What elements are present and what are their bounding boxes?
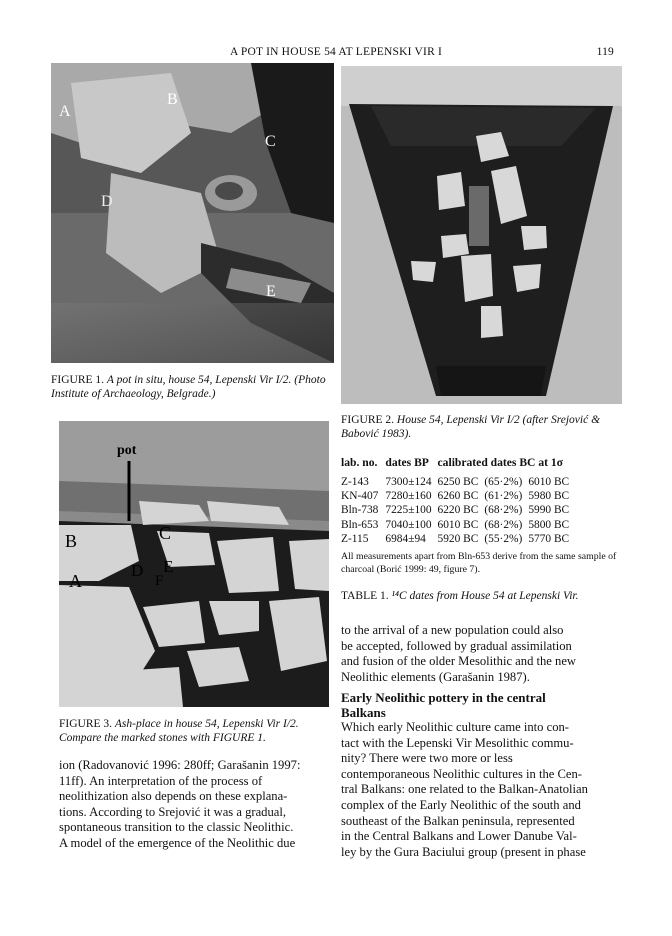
cell-cal-from: 6260 BC	[437, 490, 479, 503]
text-line: spontaneous transition to the classic Neolithic.	[59, 820, 294, 835]
table-1-caption	[341, 589, 621, 603]
text-line: nity? There were two more or less	[341, 751, 513, 766]
right-column-text-top	[341, 623, 625, 685]
figure-1-caption-text: A pot in situ, house 54, Lepenski Vir I/2. (Photo Institute of Archaeology, Belgrade.)	[51, 374, 326, 400]
text-line: and fusion of the older Mesolithic and the new	[341, 654, 577, 669]
cell-date-bp: 7300±124	[385, 476, 432, 488]
figure-3-caption-text: Ash-place in house 54, Lepenski Vir I/2. Compare the marked stones with FIGURE 1.	[59, 718, 299, 744]
text-line: Neolithic elements (Garašanin 1987).	[341, 669, 530, 684]
figure-3-label: FIGURE 3.	[59, 718, 113, 730]
table-row	[341, 489, 575, 503]
text-line: 11ff). An interpretation of the process of	[59, 773, 263, 788]
figure-3-marker-b: B	[65, 531, 78, 551]
text-line: contemporaneous Neolithic cultures in the Cen-	[341, 766, 582, 781]
cell-cal-to: 5800 BC	[528, 518, 570, 531]
cell-cal-from: 6250 BC	[437, 476, 479, 488]
table-header-calibrated: calibrated dates BC at 1σ	[437, 456, 563, 469]
figure-3-marker-e: E	[163, 557, 174, 576]
figure-3-marker-pot: pot	[117, 443, 137, 458]
figure-3-image	[59, 421, 329, 707]
figure-2-photo	[341, 66, 622, 404]
cell-date-bp: 7225±100	[385, 504, 432, 517]
table-header-row	[341, 456, 575, 469]
figure-3-marker-a: A	[69, 571, 82, 591]
cell-cal-to: 6010 BC	[528, 476, 570, 488]
table-1-note: All measurements apart from Bln-653 derive from the same sample of charcoal (Borić 1999: 49, figure 7).	[341, 551, 617, 575]
figure-1-image	[51, 63, 334, 363]
cell-cal-from: 5920 BC	[437, 532, 479, 545]
figure-2-caption	[341, 413, 601, 441]
figure-2-label: FIGURE 2.	[341, 414, 395, 426]
table-1-label: TABLE 1.	[341, 590, 389, 602]
text-line: complex of the Early Neolithic of the south and	[341, 797, 581, 812]
figure-1-marker-b: B	[167, 91, 178, 108]
cell-lab-no: Z-143	[341, 476, 369, 488]
text-line: Which early Neolithic culture came into con-	[341, 720, 569, 734]
cell-date-bp: 7280±160	[385, 490, 432, 503]
cell-lab-no: Z-115	[341, 532, 369, 545]
cell-lab-no: KN-407	[341, 490, 379, 503]
cell-date-bp: 7040±100	[385, 518, 432, 531]
figure-1-caption	[51, 373, 341, 401]
section-heading: Early Neolithic pottery in the central Balkans	[341, 690, 546, 720]
cell-probability: (61·2%)	[484, 490, 523, 503]
text-line: in the Central Balkans and Lower Danube Val-	[341, 829, 577, 844]
text-line: neolithization also depends on these explana-	[59, 789, 288, 804]
figure-1-marker-c: C	[265, 133, 276, 150]
left-column-text	[59, 758, 331, 852]
running-title: A POT IN HOUSE 54 AT LEPENSKI VIR I	[229, 46, 443, 58]
table-row	[341, 475, 575, 489]
figure-2-image	[341, 66, 622, 404]
text-line: to the arrival of a new population could also	[341, 623, 564, 637]
text-line: ley by the Gura Baciului group (present in phase	[341, 844, 586, 859]
figure-2-caption-text: House 54, Lepenski Vir I/2 (after Srejović & Babović 1983).	[341, 414, 601, 440]
table-1	[341, 456, 626, 576]
cell-cal-from: 6010 BC	[437, 518, 479, 531]
page-number: 119	[596, 46, 614, 58]
cell-probability: (65·2%)	[484, 476, 523, 488]
figure-1-photo	[51, 63, 334, 363]
text-line: ion (Radovanović 1996: 280ff; Garašanin 1997:	[59, 758, 301, 772]
figure-1-marker-d: D	[101, 193, 113, 210]
cell-cal-to: 5990 BC	[528, 504, 570, 517]
figure-3-caption	[59, 717, 331, 745]
table-row	[341, 503, 575, 517]
text-line: tral Balkans: one related to the Balkan-Anatolian	[341, 782, 588, 797]
cell-cal-from: 6220 BC	[437, 504, 479, 517]
figure-3-marker-f: F	[155, 573, 164, 589]
cell-lab-no: Bln-738	[341, 504, 379, 517]
table-row	[341, 518, 575, 532]
cell-date-bp: 6984±94	[385, 532, 426, 545]
figure-3-marker-c: C	[159, 523, 172, 543]
figure-1-marker-e: E	[266, 283, 276, 300]
cell-cal-to: 5770 BC	[528, 532, 570, 545]
cell-probability: (68·2%)	[484, 518, 523, 531]
figure-1-label: FIGURE 1.	[51, 374, 105, 386]
figure-1-marker-a: A	[59, 103, 71, 120]
figure-3-photo	[59, 421, 329, 707]
text-line: tions. According to Srejović it was a gradual,	[59, 804, 286, 819]
text-line: southeast of the Balkan peninsula, represented	[341, 813, 575, 828]
cell-probability: (68·2%)	[484, 504, 523, 517]
table-1-caption-text: ¹⁴C dates from House 54 at Lepenski Vir.	[391, 590, 579, 602]
figure-3-marker-d: D	[131, 561, 144, 580]
radiocarbon-table	[341, 456, 575, 546]
text-line: tact with the Lepenski Vir Mesolithic commu-	[341, 735, 574, 750]
right-column-text-bottom	[341, 720, 625, 860]
cell-lab-no: Bln-653	[341, 518, 379, 531]
cell-cal-to: 5980 BC	[528, 490, 570, 503]
table-header-dates-bp: dates BP	[385, 456, 429, 469]
text-line: be accepted, followed by gradual assimilation	[341, 638, 572, 653]
cell-probability: (55·2%)	[484, 532, 523, 545]
table-row	[341, 532, 575, 546]
text-line: A model of the emergence of the Neolithic due	[59, 835, 296, 850]
table-header-lab-no: lab. no.	[341, 456, 378, 469]
